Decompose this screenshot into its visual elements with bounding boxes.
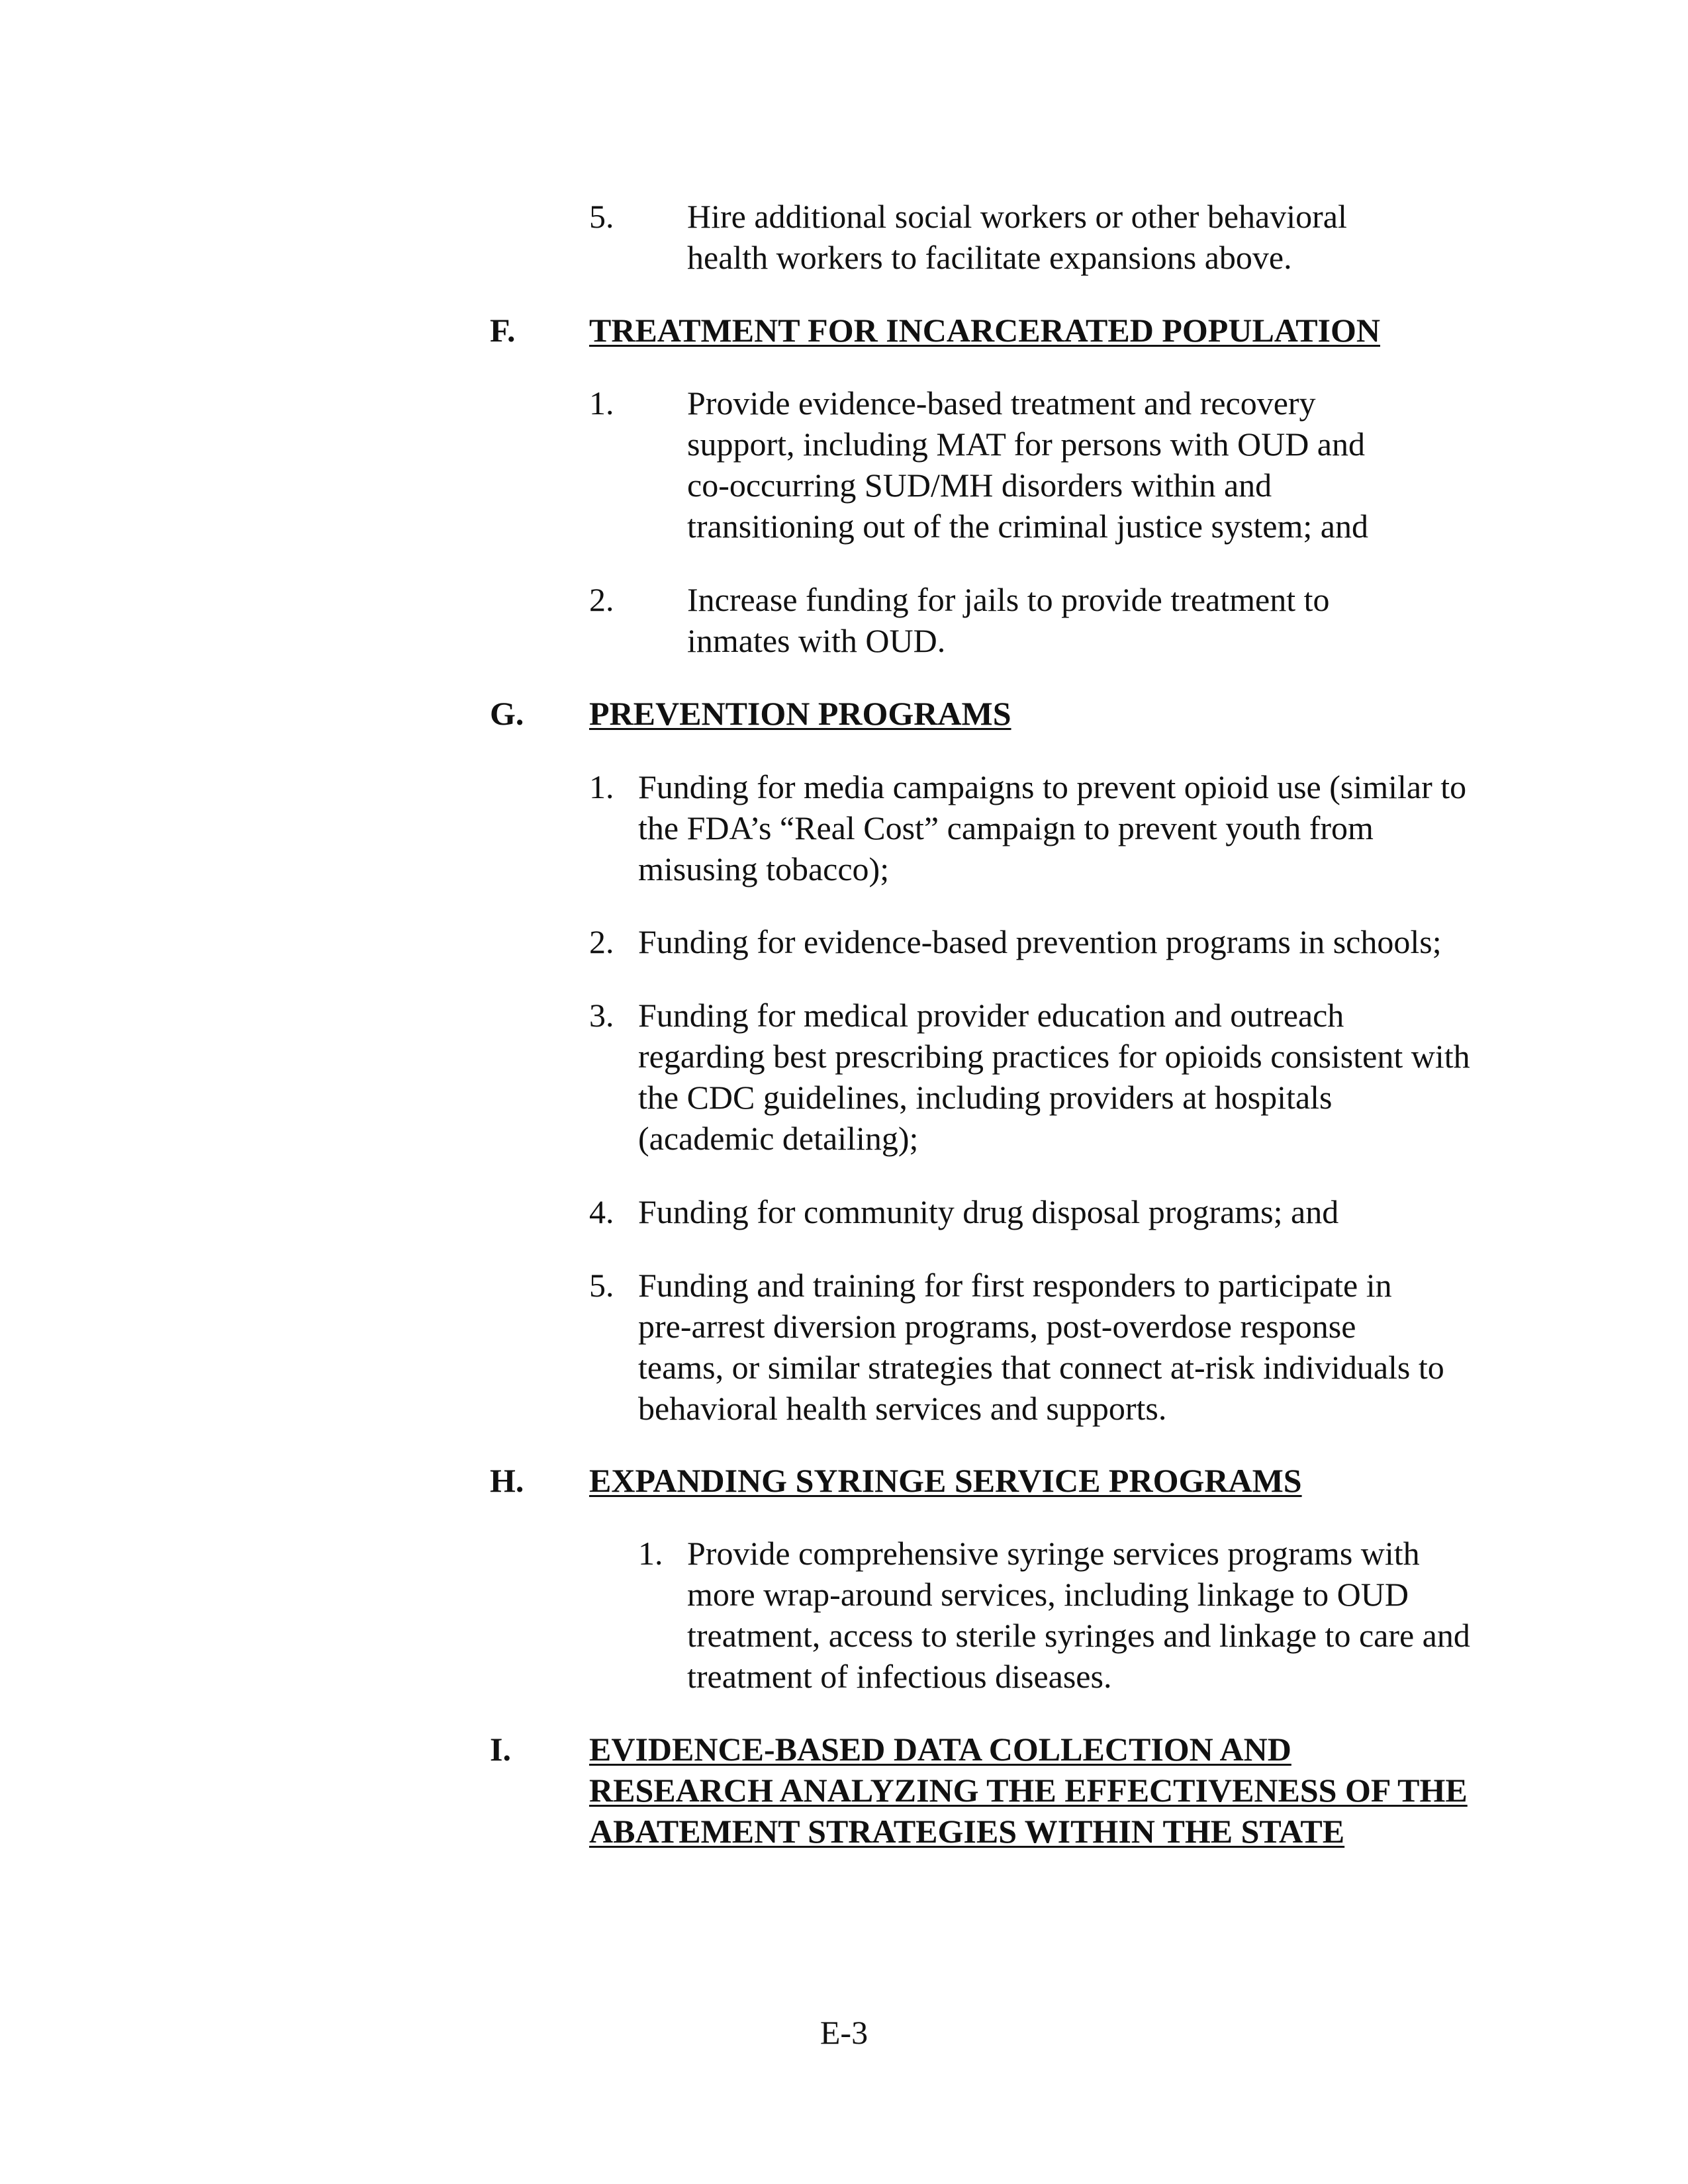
list-item-text: Funding for community drug disposal programs; and <box>638 1193 1339 1230</box>
section-letter: I. <box>490 1731 511 1768</box>
list-item-number: 1. <box>589 385 614 422</box>
list-item-number: 2. <box>589 923 614 960</box>
list-item-text: Funding for media campaigns to prevent opioid use (similar to the FDA’s “Real Cost” campaign to prevent youth from misusing tobacco); <box>638 768 1467 887</box>
list-item-text: Provide evidence-based treatment and recovery support, including MAT for persons with OUD and co-occurring SUD/MH disorders within and transitioning out of the criminal justice system; and <box>687 385 1368 545</box>
section-letter: F. <box>490 312 516 349</box>
page-number: E-3 <box>820 2014 868 2051</box>
list-item-number: 1. <box>589 768 614 805</box>
section-letter: H. <box>490 1462 524 1499</box>
list-item-text: Provide comprehensive syringe services programs with more wrap-around services, including linkage to OUD treatment, access to sterile syringes and linkage to care and treatment of infectious diseases. <box>687 1535 1470 1695</box>
section-title: PREVENTION PROGRAMS <box>589 695 1011 732</box>
list-item-text: Increase funding for jails to provide treatment to inmates with OUD. <box>687 581 1330 659</box>
section-title: EXPANDING SYRINGE SERVICE PROGRAMS <box>589 1462 1302 1499</box>
list-item-number: 1. <box>638 1535 663 1572</box>
section-title: EVIDENCE-BASED DATA COLLECTION AND RESEARCH ANALYZING THE EFFECTIVENESS OF THE ABATEMENT STRATEGIES WITHIN THE STATE <box>589 1731 1468 1850</box>
list-item-text: Funding for medical provider education and outreach regarding best prescribing practices for opioids consistent with the CDC guidelines, including providers at hospitals (academic detailing); <box>638 997 1470 1157</box>
list-item-number: 4. <box>589 1193 614 1230</box>
section-letter: G. <box>490 695 524 732</box>
list-item-text: Hire additional social workers or other behavioral health workers to facilitate expansions above. <box>687 198 1347 276</box>
list-item-number: 2. <box>589 581 614 618</box>
list-item-number: 5. <box>589 198 614 235</box>
list-item-number: 5. <box>589 1267 614 1304</box>
section-title: TREATMENT FOR INCARCERATED POPULATION <box>589 312 1380 349</box>
list-item-number: 3. <box>589 997 614 1034</box>
list-item-text: Funding and training for first responders to participate in pre-arrest diversion programs, post-overdose response teams, or similar strategies that connect at-risk individuals to behavioral health services and supports. <box>638 1267 1444 1427</box>
list-item-text: Funding for evidence-based prevention programs in schools; <box>638 923 1442 960</box>
